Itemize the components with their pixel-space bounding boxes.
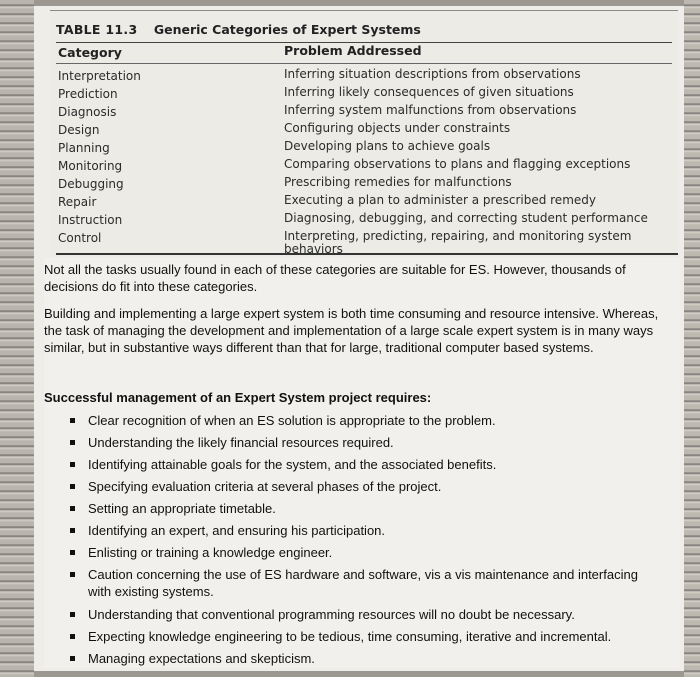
row-problem: Diagnosing, debugging, and correcting student performance [284,211,648,225]
requirements-heading: Successful management of an Expert System project requires: [44,390,432,405]
list-item-text: Identifying an expert, and ensuring his participation. [88,523,386,538]
bullet-icon [70,656,75,661]
row-category: Diagnosis [58,105,117,119]
row-problem: Developing plans to achieve goals [284,139,491,153]
row-category: Prediction [58,87,118,101]
bullet-icon [70,484,75,489]
row-category: Debugging [58,177,124,191]
column-header-category: Category [58,45,122,60]
list-item-text: Identifying attainable goals for the system, and the associated benefits. [88,457,497,472]
row-problem: Inferring likely consequences of given situations [284,85,574,99]
list-item-text: Setting an appropriate timetable. [88,501,276,516]
list-item-text: Clear recognition of when an ES solution is appropriate to the problem. [88,413,496,428]
list-item-text: Understanding that conventional programming resources will no doubt be necessary. [88,607,575,622]
table-bottom-rule [56,253,678,255]
list-item-text: Expecting knowledge engineering to be tedious, time consuming, iterative and incremental. [88,629,612,644]
bullet-icon [70,550,75,555]
row-category: Instruction [58,213,123,227]
row-problem: Prescribing remedies for malfunctions [284,175,512,189]
row-category: Design [58,123,100,137]
row-category: Control [58,231,102,245]
paragraph-suitability: Not all the tasks usually found in each of these categories are suitable for ES. However, thousands of decisions do fit into these categories. [44,262,626,294]
column-header-problem: Problem Addressed [284,43,422,58]
spiral-binding-left [0,0,34,677]
list-item-text: Understanding the likely financial resources required. [88,435,394,450]
row-problem: Executing a plan to administer a prescribed remedy [284,193,596,207]
table-label: TABLE 11.3 [56,22,138,37]
row-category: Interpretation [58,69,141,83]
bullet-icon [70,440,75,445]
list-item-text: Managing expectations and skepticism. [88,651,315,666]
list-item-text: Enlisting or training a knowledge engineer. [88,545,333,560]
notebook-page [34,6,684,671]
row-problem: Interpreting, predicting, repairing, and monitoring system behaviors [284,229,632,256]
bullet-icon [70,634,75,639]
bullet-icon [70,612,75,617]
row-problem: Comparing observations to plans and flagging exceptions [284,157,631,171]
table-title [56,22,421,37]
row-category: Planning [58,141,110,155]
list-item-text: Specifying evaluation criteria at several phases of the project. [88,479,442,494]
table-caption: Generic Categories of Expert Systems [153,22,421,37]
spiral-binding-right [684,0,700,677]
categories-table [50,10,678,257]
notes-text-block [44,258,680,668]
row-category: Repair [58,195,97,209]
bullet-icon [70,528,75,533]
bullet-icon [70,418,75,423]
header-rule-bottom [56,63,672,64]
row-problem: Configuring objects under constraints [284,121,511,135]
row-category: Monitoring [58,159,123,173]
bullet-icon [70,506,75,511]
row-problem: Inferring system malfunctions from observations [284,103,577,117]
bullet-icon [70,462,75,467]
bullet-icon [70,572,75,577]
paragraph-building: Building and implementing a large expert system is both time consuming and resource intensive. Whereas, the task of managing the development and implementation of a large scale expert system is in many ways similar, but in substantive ways different than that for large, traditional computer based systems. [44,306,659,355]
list-item-text: Caution concerning the use of ES hardware and software, vis a vis maintenance and interfacing with existing systems. [88,567,638,599]
row-problem: Inferring situation descriptions from observations [284,67,581,81]
